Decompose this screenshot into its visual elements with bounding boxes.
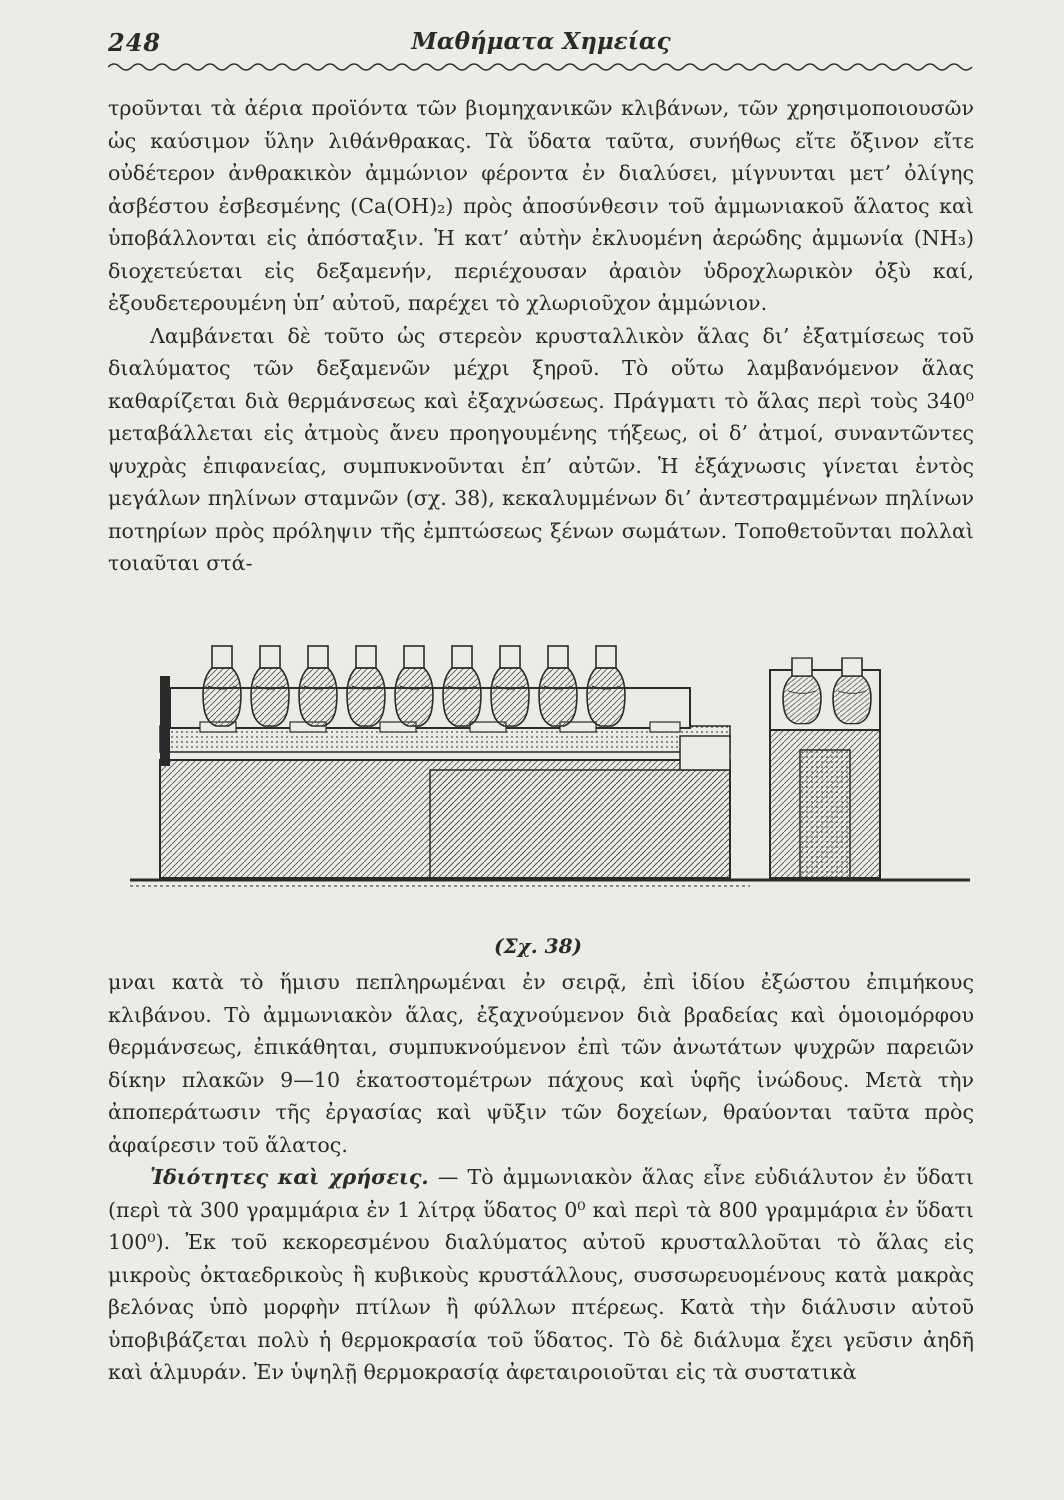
sublimation-furnace-figure: [130, 640, 970, 900]
upper-text-block: [108, 92, 974, 580]
lower-text-block: [108, 966, 974, 1389]
paragraph-4-text: — Τὸ ἀμμωνιακὸν ἅλας εἶνε εὐδιάλυτον ἐν ὕδατι (περὶ τὰ 300 γραμμάρια ἐν 1 λίτρᾳ ὕδατος 0⁰ καὶ περὶ τὰ 800 γραμμάρια ἐν ὕδατι 100⁰). Ἐκ τοῦ κεκορεσμένου διαλύματος αὐτοῦ κρυσταλλοῦται τὸ ἅλας εἰς μικροὺς ὀκταεδρικοὺς ἢ κυβικοὺς κρυστάλλους, συσσωρευομένους κατὰ μακρὰς βελόνας ὑπὸ μορφὴν πτίλων ἢ φύλλων πτέρεως. Κατὰ τὴν διάλυσιν αὐτοῦ ὑποβιβάζεται πολὺ ἡ θερμοκρασία τοῦ ὕδατος. Τὸ δὲ διάλυμα ἔχει γεῦσιν ἀηδῆ καὶ ἁλμυράν. Ἐν ὑψηλῇ θερμοκρασίᾳ ἀφεταιροιοῦται εἰς τὰ συστατικὰ: [108, 1165, 975, 1384]
paragraph-4: [108, 1161, 974, 1389]
running-title: Μαθήματα Χημείας: [411, 28, 671, 55]
paragraph-1: τροῦνται τὰ ἀέρια προϊόντα τῶν βιομηχανικῶν κλιβάνων, τῶν χρησιμοποιουσῶν ὡς καύσιμον ὕλην λιθάνθρακας. Τὰ ὕδατα ταῦτα, συνήθως εἴτε ὄξινον εἴτε οὐδέτερον ἀνθρακικὸν ἀμμώνιον φέροντα ἐν διαλύσει, μίγνυνται μετ’ ὀλίγης ἀσβέστου ἐσβεσμένης (Ca(OH)₂) πρὸς ἀποσύνθεσιν τοῦ ἀμμωνιακοῦ ἅλατος καὶ ὑποβάλλονται εἰς ἀπόσταξιν. Ἡ κατ’ αὐτὴν ἐκλυομένη ἀερώδης ἀμμωνία (NH₃) διοχετεύεται εἰς δεξαμενήν, περιέχουσαν ἀραιὸν ὑδροχλωρικὸν ὀξὺ καί, ἐξουδετερουμένη ὑπ’ αὐτοῦ, παρέχει τὸ χλωριοῦχον ἀμμώνιον.: [108, 96, 974, 315]
paragraph-3: μναι κατὰ τὸ ἥμισυ πεπληρωμέναι ἐν σειρᾷ, ἐπὶ ἰδίου ἐξώστου ἐπιμήκους κλιβάνου. Τὸ ἀμμωνιακὸν ἅλας, ἐξαχνούμενον διὰ βραδείας καὶ ὁμοιομόρφου θερμάνσεως, ἐπικάθηται, συμπυκνούμενον ἐπὶ τῶν ἀνωτάτων ψυχρῶν παρειῶν δίκην πλακῶν 9—10 ἑκατοστομέτρων πάχους καὶ ὑφῆς ἰνώδους. Μετὰ τὴν ἀποπεράτωσιν τῆς ἐργασίας καὶ ψῦξιν τῶν δοχείων, θραύονται ταῦτα πρὸς ἀφαίρεσιν τοῦ ἅλατος.: [108, 970, 974, 1157]
figure-caption: (Σχ. 38): [494, 934, 582, 958]
header-wavy-rule: [108, 60, 974, 74]
section-heading: Ἰδιότητες καὶ χρήσεις.: [150, 1165, 429, 1189]
paragraph-2: Λαμβάνεται δὲ τοῦτο ὡς στερεὸν κρυσταλλικὸν ἅλας δι’ ἐξατμίσεως τοῦ διαλύματος τῶν δεξαμενῶν μέχρι ξηροῦ. Τὸ οὕτω λαμβανόμενον ἅλας καθαρίζεται διὰ θερμάνσεως καὶ ἐξαχνώσεως. Πράγματι τὸ ἅλας περὶ τοὺς 340⁰ μεταβάλλεται εἰς ἀτμοὺς ἄνευ προηγουμένης τήξεως, οἱ δ’ ἀτμοί, συναντῶντες ψυχρὰς ἐπιφανείας, συμπυκνοῦνται ἐπ’ αὐτῶν. Ἡ ἐξάχνωσις γίνεται ἐντὸς μεγάλων πηλίνων σταμνῶν (σχ. 38), κεκαλυμμένων δι’ ἀντεστραμμένων πηλίνων ποτηρίων πρὸς πρόληψιν τῆς ἐμπτώσεως ξένων σωμάτων. Τοποθετοῦνται πολλαὶ τοιαῦται στά-: [108, 323, 974, 575]
page-number: 248: [108, 28, 162, 57]
